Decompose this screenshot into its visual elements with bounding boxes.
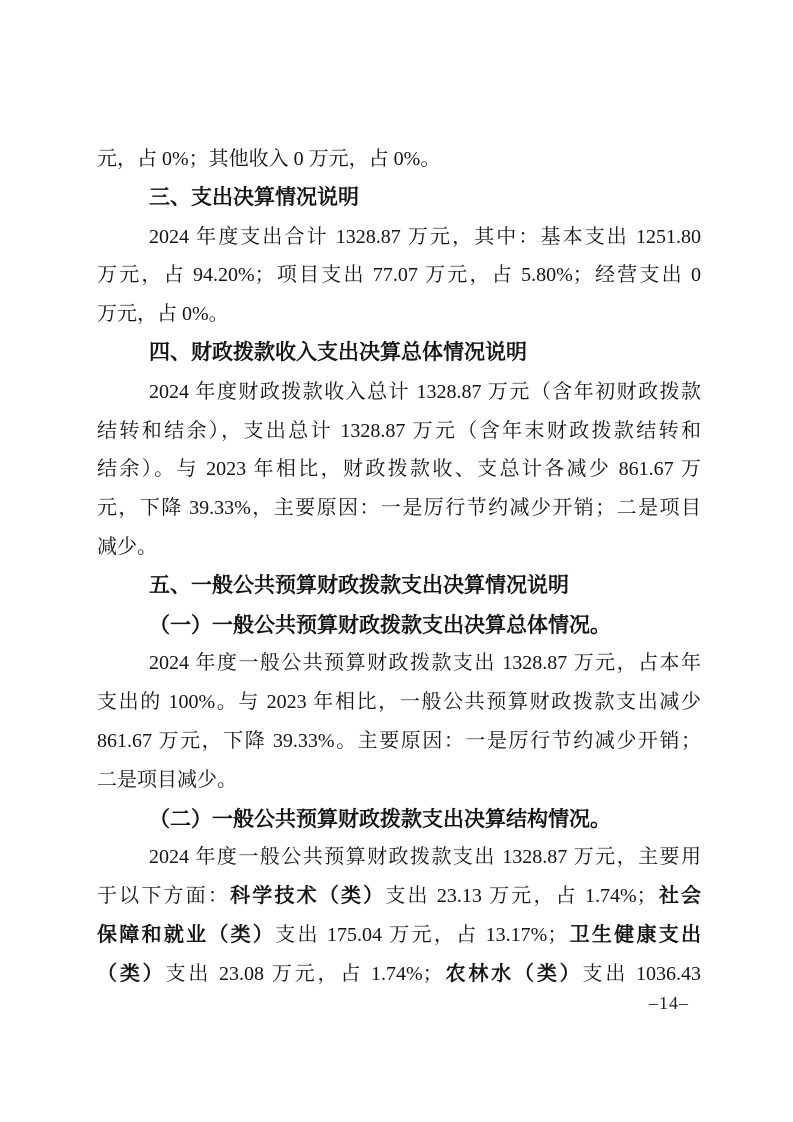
bold-text-run: （类）: [97, 962, 166, 985]
paragraph-line: [97, 373, 701, 412]
paragraph-line: [97, 489, 701, 528]
bold-text-run: 四、财政拨款收入支出决算总体情况说明: [149, 340, 527, 364]
paragraph-line: [97, 683, 701, 722]
section-heading: [97, 334, 701, 373]
section-heading: [97, 567, 701, 606]
text-run: 万元，占 0%。: [97, 303, 229, 326]
paragraph-line: [97, 412, 701, 451]
paragraph-line: [97, 218, 701, 257]
text-run: 2024 年度一般公共预算财政拨款支出 1328.87 万元，占本年: [149, 652, 701, 675]
text-run: 支出 175.04 万元，占 13.17%；: [275, 923, 568, 946]
text-run: 元，下降 39.33%，主要原因：一是厉行节约减少开销；二是项目: [97, 497, 701, 520]
text-run: 861.67 万元，下降 39.33%。主要原因：一是厉行节约减少开销；: [97, 729, 701, 752]
paragraph-line: [97, 916, 701, 955]
paragraph-line: [97, 644, 701, 683]
text-run: 支出的 100%。与 2023 年相比，一般公共预算财政拨款支出减少: [97, 691, 701, 714]
paragraph-line: [97, 295, 701, 334]
text-run: 二是项目减少。: [97, 768, 237, 791]
text-run: 2024 年度财政拨款收入总计 1328.87 万元（含年初财政拨款: [149, 380, 701, 403]
text-run: 支出 1036.43: [582, 962, 701, 985]
paragraph-line: [97, 955, 701, 994]
text-run: 减少。: [97, 535, 157, 558]
paragraph-line: [97, 722, 701, 761]
text-run: 支出 23.13 万元，占 1.74%；: [385, 885, 657, 908]
text-run: 支出 23.08 万元，占 1.74%；: [165, 962, 443, 985]
bold-text-run: （一）一般公共预算财政拨款支出决算总体情况。: [149, 612, 611, 637]
text-run: 元，占 0%；其他收入 0 万元，占 0%。: [97, 148, 441, 170]
page-number: –14–: [649, 993, 689, 1013]
paragraph-line: [97, 761, 701, 800]
paragraph-line: [97, 256, 701, 295]
text-run: 于以下方面：: [97, 885, 231, 908]
bold-text-run: 社会: [656, 885, 701, 908]
text-run: 2024 年度支出合计 1328.87 万元，其中：基本支出 1251.80: [149, 225, 701, 248]
bold-text-run: 五、一般公共预算财政拨款支出决算情况说明: [149, 573, 569, 597]
text-run: 结转和结余），支出总计 1328.87 万元（含年末财政拨款结转和: [97, 419, 701, 442]
paragraph-line: [97, 140, 701, 179]
bold-text-run: 三、支出决算情况说明: [149, 185, 359, 209]
text-run: 结余）。与 2023 年相比，财政拨款收、支总计各减少 861.67 万: [97, 458, 701, 481]
paragraph-line: [97, 528, 701, 567]
bold-text-run: 保障和就业（类）: [97, 923, 276, 946]
subsection-heading: [97, 606, 701, 645]
section-heading: [97, 179, 701, 218]
paragraph-line: [97, 877, 701, 916]
document-body: [97, 140, 701, 994]
paragraph-line: [97, 450, 701, 489]
bold-text-run: （二）一般公共预算财政拨款支出决算结构情况。: [149, 806, 611, 831]
bold-text-run: 农林水（类）: [442, 962, 583, 985]
text-run: 万元，占 94.20%；项目支出 77.07 万元，占 5.80%；经营支出 0: [97, 264, 701, 287]
subsection-heading: [97, 800, 701, 839]
bold-text-run: 科学技术（类）: [230, 885, 386, 908]
text-run: 2024 年度一般公共预算财政拨款支出 1328.87 万元，主要用: [149, 846, 701, 869]
paragraph-line: [97, 838, 701, 877]
bold-text-run: 卫生健康支出: [567, 923, 701, 946]
